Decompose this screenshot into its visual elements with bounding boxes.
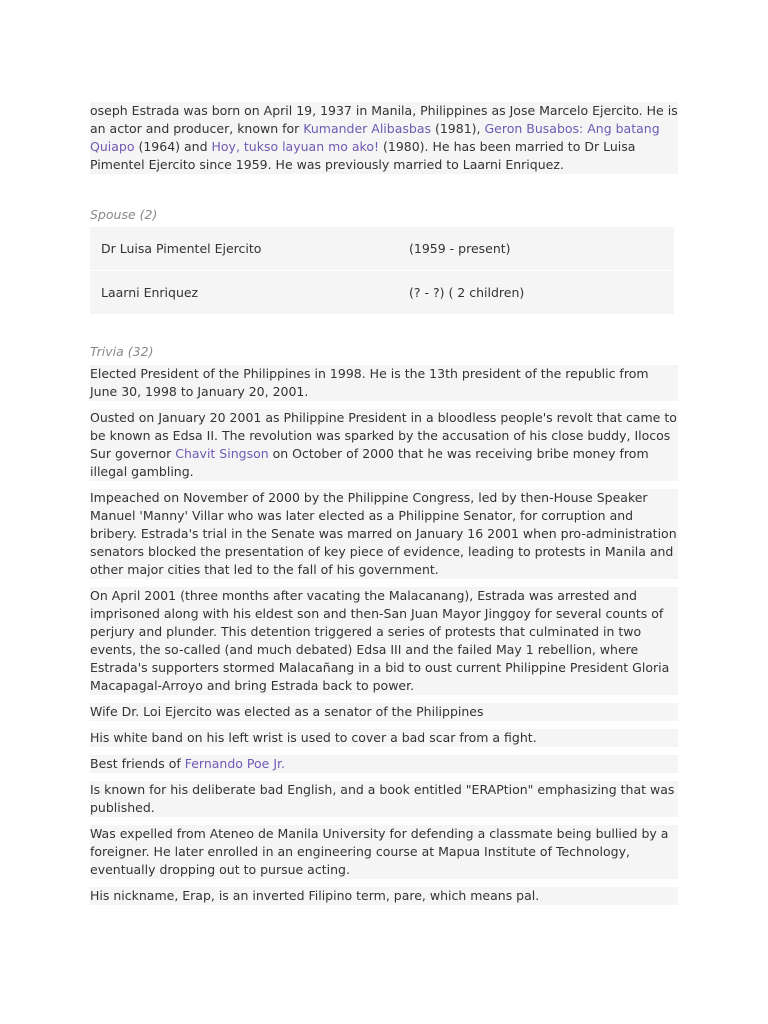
bio-text: (1964) and [134, 139, 212, 154]
film-link-geron-busabos[interactable]: Geron Busabos: Ang batang Quiapo [90, 121, 660, 154]
spouse-section-title: Spouse (2) [90, 207, 158, 222]
trivia-section-title: Trivia (32) [90, 344, 154, 359]
bio-text: (1980). He has been married to Dr Luisa Pimentel Ejercito since 1959. He was previously married to Laarni Enriquez. [90, 139, 636, 172]
trivia-item: Was expelled from Ateneo de Manila University for defending a classmate being bullied by a foreigner. He later enrolled in an engineering course at Mapua Institute of Technology, eventually dropping out to pursue acting. [90, 825, 678, 879]
trivia-item: Elected President of the Philippines in 1998. He is the 13th president of the republic from June 30, 1998 to January 20, 2001. [90, 365, 678, 401]
trivia-item [90, 409, 678, 481]
spouse-row [90, 227, 674, 270]
trivia-item: His white band on his left wrist is used to cover a bad scar from a fight. [90, 729, 678, 747]
person-link-chavit-singson[interactable]: Chavit Singson [175, 446, 269, 461]
film-link-hoy-tukso[interactable]: Hoy, tukso layuan mo ako! [211, 139, 380, 154]
trivia-item: Wife Dr. Loi Ejercito was elected as a senator of the Philippines [90, 703, 678, 721]
trivia-item [90, 755, 678, 773]
bio-text: oseph Estrada was born on April 19, 1937 in Manila, Philippines as Jose Marcelo Ejercito. He is an actor and producer, known for [90, 103, 678, 136]
trivia-item: Impeached on November of 2000 by the Philippine Congress, led by then-House Speaker Manuel 'Manny' Villar who was later elected as a Philippine Senator, for corruption and bribery. Estrada's trial in the Senate was marred on January 16 2001 when pro-administration senators blocked the presentation of key piece of evidence, leading to protests in Manila and other major cities that led to the fall of his government. [90, 490, 677, 577]
spouse-table [90, 227, 674, 315]
spouse-dates: (1959 - present) [409, 240, 511, 256]
person-link-fernando-poe-jr[interactable]: Fernando Poe Jr. [184, 756, 285, 771]
spouse-row [90, 271, 674, 314]
trivia-item: On April 2001 (three months after vacating the Malacanang), Estrada was arrested and imprisoned along with his eldest son and then-San Juan Mayor Jinggoy for several counts of perjury and plunder. This detention triggered a series of protests that culminated in two events, the so-called (and much debated) Edsa III and the failed May 1 rebellion, where Estrada's supporters stormed Malacañang in a bid to oust current Philippine President Gloria Macapagal-Arroyo and bring Estrada back to power. [90, 587, 678, 695]
film-link-kumander-alibasbas[interactable]: Kumander Alibasbas [303, 121, 431, 136]
trivia-item: Is known for his deliberate bad English, and a book entitled "ERAPtion" emphasizing that was published. [90, 781, 678, 817]
trivia-text: Ousted on January 20 2001 as Philippine President in a bloodless people's revolt that came to be known as Edsa II. The revolution was sparked by the accusation of his close buddy, Ilocos Sur governor [90, 410, 677, 461]
trivia-text: on October of 2000 that he was receiving bribe money from illegal gambling. [90, 446, 649, 479]
bio-paragraph [90, 102, 678, 174]
spouse-dates: (? - ?) ( 2 children) [409, 284, 525, 300]
spouse-name: Laarni Enriquez [101, 284, 199, 300]
trivia-item: His nickname, Erap, is an inverted Filipino term, pare, which means pal. [90, 887, 678, 905]
bio-text: (1981), [431, 121, 485, 136]
trivia-text: Best friends of [90, 756, 185, 771]
spouse-name: Dr Luisa Pimentel Ejercito [101, 240, 262, 256]
trivia-list [90, 365, 678, 913]
